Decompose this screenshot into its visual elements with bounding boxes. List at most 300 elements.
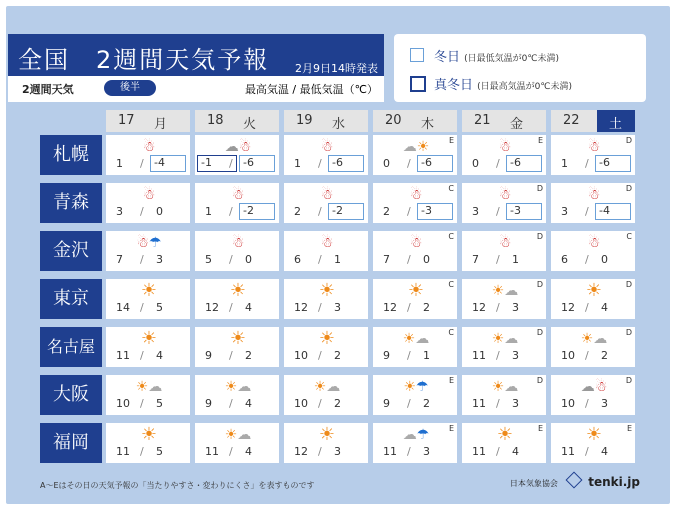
forecast-cell [284,279,368,319]
sun-icon: ☀ [140,328,158,349]
forecast-cell [373,279,457,319]
snowman-icon: ☃ [498,235,512,251]
temps [284,253,368,269]
snowman-icon: ☃ [142,187,156,203]
low-temp: 4 [512,445,519,458]
forecast-cell [195,279,279,319]
low-temp: -6 [506,155,542,172]
sun-cloud-icon: ☀☁ [580,331,608,347]
temps [462,301,546,317]
temp-separator: / [407,253,411,266]
temp-separator: / [585,397,589,410]
temp-separator: / [585,157,589,170]
temp-separator: / [407,349,411,362]
fuyubi-swatch [410,48,424,62]
forecast-cell [462,327,546,367]
temps [195,349,279,365]
high-temp: 12 [472,301,486,314]
low-temp: 5 [156,301,163,314]
city-label: 名古屋 [40,327,102,367]
forecast-cell [551,231,635,271]
footer-note: A～Eはその日の天気予報の「当たりやすさ・変わりにくさ」を表すものです [40,481,315,490]
high-temp: 14 [116,301,130,314]
temps [195,445,279,461]
day-header [462,110,546,132]
sun-icon: ☀ [318,328,336,349]
low-temp: 3 [156,253,163,266]
forecast-cell [551,327,635,367]
cloud-snowman-icon: ☁☃ [224,139,252,155]
high-temp: 11 [205,445,219,458]
temps [284,205,368,221]
forecast-cell [551,135,635,175]
high-temp: -1 [197,155,237,172]
reliability-grade: D [536,280,543,289]
high-temp: 12 [383,301,397,314]
low-temp: -3 [506,203,542,220]
forecast-cell [284,135,368,175]
org-name: 日本気象協会 [509,479,558,488]
high-temp: 7 [472,253,479,266]
sun-cloud-icon: ☀☁ [491,283,519,299]
forecast-cell [462,231,546,271]
forecast-cell [551,183,635,223]
temp-separator: / [318,205,322,218]
forecast-cell [106,231,190,271]
city-label: 青森 [40,183,102,223]
sun-cloud-icon: ☀☁ [491,379,519,395]
temps [551,445,635,461]
snowman-icon: ☃ [587,139,601,155]
sun-icon: ☀ [318,424,336,445]
temp-separator: / [407,205,411,218]
temps [106,253,190,269]
sun-icon: ☀ [585,280,603,301]
forecast-cell [195,135,279,175]
temp-separator: / [496,253,500,266]
high-temp: 10 [294,349,308,362]
reliability-grade: D [536,232,543,241]
snowman-icon: ☃ [409,235,423,251]
temp-separator: / [140,349,144,362]
temp-separator: / [496,349,500,362]
low-temp: -6 [595,155,631,172]
snowman-icon: ☃ [320,139,334,155]
temps [195,205,279,221]
low-temp: 3 [334,301,341,314]
period-badge: 後半 [104,80,156,96]
low-temp: 5 [156,445,163,458]
temp-separator: / [318,349,322,362]
temp-separator: / [229,253,233,266]
low-temp: 4 [245,301,252,314]
temps [195,253,279,269]
snowman-icon: ☃ [409,187,423,203]
forecast-cell [106,279,190,319]
high-temp: 5 [205,253,212,266]
forecast-cell [106,135,190,175]
temp-separator: / [318,157,322,170]
temp-separator: / [318,445,322,458]
temps [195,157,279,173]
sub-bar [8,62,384,102]
forecast-cell [106,423,190,463]
temps [373,445,457,461]
reliability-grade: C [448,328,454,337]
low-temp: 0 [601,253,608,266]
tenki-logo [510,474,640,489]
forecast-cell [551,375,635,415]
temp-separator: / [229,445,233,458]
legend-box [394,34,646,102]
snowman-icon: ☃ [231,235,245,251]
mafuyubi-swatch [410,76,426,92]
low-temp: -3 [417,203,453,220]
temp-legend-text: 最高気温 / 最低気温（℃） [244,83,378,96]
temp-separator: / [585,253,589,266]
high-temp: 10 [116,397,130,410]
temps [462,397,546,413]
forecast-cell [284,183,368,223]
forecast-cell [106,327,190,367]
reliability-grade: C [448,280,454,289]
forecast-cell [373,183,457,223]
temps [106,301,190,317]
low-temp: 3 [423,445,430,458]
reliability-grade: D [625,376,632,385]
sun-cloud-icon: ☀☁ [135,379,163,395]
temps [106,445,190,461]
reliability-grade: D [625,328,632,337]
high-temp: 12 [561,301,575,314]
temps [284,301,368,317]
forecast-cell [373,327,457,367]
forecast-cell [106,375,190,415]
high-temp: 1 [205,205,212,218]
day-weekday: 金 [510,117,524,132]
reliability-grade: C [448,184,454,193]
temps [462,349,546,365]
temp-legend [245,81,378,97]
low-temp: 3 [601,397,608,410]
sun-cloud-icon: ☀☁ [313,379,341,395]
temps [462,205,546,221]
temps [462,253,546,269]
forecast-cell [195,375,279,415]
reliability-grade: E [448,376,454,385]
day-weekday: 月 [154,117,168,132]
temps [373,397,457,413]
temp-separator: / [585,445,589,458]
forecast-cell [284,375,368,415]
high-temp: 0 [383,157,390,170]
temp-separator: / [407,157,411,170]
low-temp: 3 [512,301,519,314]
snowman-icon: ☃ [320,235,334,251]
temps [462,445,546,461]
day-date: 21 [474,113,491,128]
forecast-cell [195,423,279,463]
high-temp: 1 [116,157,123,170]
reliability-grade: D [536,328,543,337]
temp-separator: / [229,301,233,314]
low-temp: 3 [334,445,341,458]
temps [551,157,635,173]
forecast-cell [373,231,457,271]
temp-separator: / [229,349,233,362]
temp-separator: / [318,397,322,410]
high-temp: 1 [561,157,568,170]
forecast-cell [284,423,368,463]
forecast-cell [373,135,457,175]
high-temp: 10 [561,349,575,362]
reliability-grade: D [625,136,632,145]
temp-separator: / [229,157,233,170]
temp-separator: / [496,445,500,458]
low-temp: 0 [156,205,163,218]
temp-separator: / [585,349,589,362]
low-temp: 4 [156,349,163,362]
temp-separator: / [407,301,411,314]
high-temp: 11 [472,397,486,410]
low-temp: 2 [423,301,430,314]
temp-separator: / [407,445,411,458]
low-temp: -2 [328,203,364,220]
forecast-cell [551,279,635,319]
high-temp: 11 [383,445,397,458]
high-temp: 10 [294,397,308,410]
day-weekday: 水 [332,117,346,132]
low-temp: 2 [245,349,252,362]
high-temp: 3 [116,205,123,218]
day-weekday: 土 [609,117,623,132]
day-date: 20 [385,113,402,128]
city-label: 大阪 [40,375,102,415]
low-temp: -2 [239,203,275,220]
day-header [373,110,457,132]
temp-separator: / [229,397,233,410]
temp-separator: / [318,253,322,266]
day-header [551,110,635,132]
day-header [106,110,190,132]
fuyubi-note: (日最低気温が0℃未満) [464,54,560,64]
high-temp: 11 [116,445,130,458]
temp-separator: / [229,205,233,218]
reliability-grade: C [626,232,632,241]
temps [373,205,457,221]
low-temp: -4 [595,203,631,220]
published-time: 2月9日14時発表 [295,62,378,75]
cloud-snowman-icon: ☁☃ [580,379,608,395]
low-temp: 1 [512,253,519,266]
forecast-cell [462,279,546,319]
snowman-umbrella-icon: ☃☂ [136,235,162,251]
low-temp: 0 [245,253,252,266]
low-temp: -6 [239,155,275,172]
forecast-cell [195,231,279,271]
high-temp: 1 [294,157,301,170]
reliability-grade: E [537,424,543,433]
low-temp: 4 [245,445,252,458]
cloud-umbrella-icon: ☁☂ [402,427,430,443]
reliability-grade: D [625,280,632,289]
low-temp: 2 [334,397,341,410]
city-label: 札幌 [40,135,102,175]
snowman-icon: ☃ [142,139,156,155]
snowman-icon: ☃ [320,187,334,203]
temp-separator: / [140,157,144,170]
low-temp: 2 [601,349,608,362]
temps [106,397,190,413]
temps [284,397,368,413]
city-label: 東京 [40,279,102,319]
day-date: 19 [296,113,313,128]
forecast-cell [373,423,457,463]
mafuyubi-note: (日最高気温が0℃未満) [477,82,573,92]
temps [195,301,279,317]
sun-icon: ☀ [140,424,158,445]
temps [551,301,635,317]
temp-separator: / [318,301,322,314]
sun-cloud-icon: ☀☁ [491,331,519,347]
temps [551,205,635,221]
forecast-cell [195,327,279,367]
city-label: 福岡 [40,423,102,463]
high-temp: 9 [205,397,212,410]
fuyubi-label [434,46,559,65]
temps [284,445,368,461]
forecast-cell [373,375,457,415]
low-temp: 1 [423,349,430,362]
day-date: 22 [551,110,597,132]
snowman-icon: ☃ [498,139,512,155]
temps [284,349,368,365]
low-temp: 4 [245,397,252,410]
site-name: tenki.jp [588,475,640,489]
reliability-grade: C [448,232,454,241]
high-temp: 3 [561,205,568,218]
low-temp: 4 [601,301,608,314]
high-temp: 3 [472,205,479,218]
temp-separator: / [407,397,411,410]
day-header [195,110,279,132]
sun-umbrella-icon: ☀☂ [403,379,429,395]
high-temp: 12 [294,445,308,458]
temp-separator: / [140,397,144,410]
sun-icon: ☀ [407,280,425,301]
forecast-cell [462,375,546,415]
high-temp: 6 [561,253,568,266]
low-temp: -6 [417,155,453,172]
temp-separator: / [496,205,500,218]
high-temp: 2 [294,205,301,218]
mafuyubi-label [434,74,572,93]
high-temp: 11 [472,349,486,362]
forecast-cell [284,327,368,367]
day-date: 17 [118,113,135,128]
low-temp: 3 [512,349,519,362]
high-temp: 12 [294,301,308,314]
sun-icon: ☀ [140,280,158,301]
high-temp: 12 [205,301,219,314]
high-temp: 7 [116,253,123,266]
temps [106,349,190,365]
high-temp: 2 [383,205,390,218]
sun-icon: ☀ [496,424,514,445]
low-temp: -4 [150,155,186,172]
day-weekday: 火 [243,117,257,132]
sun-cloud-icon: ☀☁ [402,331,430,347]
reliability-grade: E [626,424,632,433]
reliability-grade: D [625,184,632,193]
low-temp: 2 [423,397,430,410]
high-temp: 7 [383,253,390,266]
snowman-icon: ☃ [587,187,601,203]
snowman-icon: ☃ [587,235,601,251]
logo-icon [566,472,583,489]
temps [551,397,635,413]
high-temp: 11 [561,445,575,458]
sun-icon: ☀ [585,424,603,445]
temp-separator: / [496,157,500,170]
fuyubi-text: 冬日 [434,50,461,65]
high-temp: 0 [472,157,479,170]
high-temp: 9 [383,349,390,362]
day-date: 18 [207,113,224,128]
temps [195,397,279,413]
low-temp: 4 [601,445,608,458]
day-header [284,110,368,132]
temp-separator: / [140,253,144,266]
sun-icon: ☀ [229,328,247,349]
forecast-cell [462,135,546,175]
temp-separator: / [496,301,500,314]
sun-icon: ☀ [318,280,336,301]
temp-separator: / [496,397,500,410]
low-temp: 1 [334,253,341,266]
forecast-cell [195,183,279,223]
reliability-grade: E [448,136,454,145]
forecast-kind: 2週間天気 [22,83,74,96]
reliability-grade: E [448,424,454,433]
low-temp: 2 [334,349,341,362]
forecast-cell [106,183,190,223]
temps [373,301,457,317]
temps [373,157,457,173]
reliability-grade: E [537,136,543,145]
temps [373,253,457,269]
low-temp: 3 [512,397,519,410]
temp-separator: / [585,301,589,314]
forecast-cell [284,231,368,271]
temp-separator: / [140,205,144,218]
temps [551,349,635,365]
low-temp: -6 [328,155,364,172]
temps [462,157,546,173]
high-temp: 11 [472,445,486,458]
reliability-grade: D [536,184,543,193]
high-temp: 10 [561,397,575,410]
cloud-sun-icon: ☁☀ [402,139,430,155]
temps [106,157,190,173]
temps [373,349,457,365]
high-temp: 9 [205,349,212,362]
temps [284,157,368,173]
high-temp: 9 [383,397,390,410]
temp-separator: / [140,445,144,458]
reliability-grade: D [536,376,543,385]
temps [551,253,635,269]
